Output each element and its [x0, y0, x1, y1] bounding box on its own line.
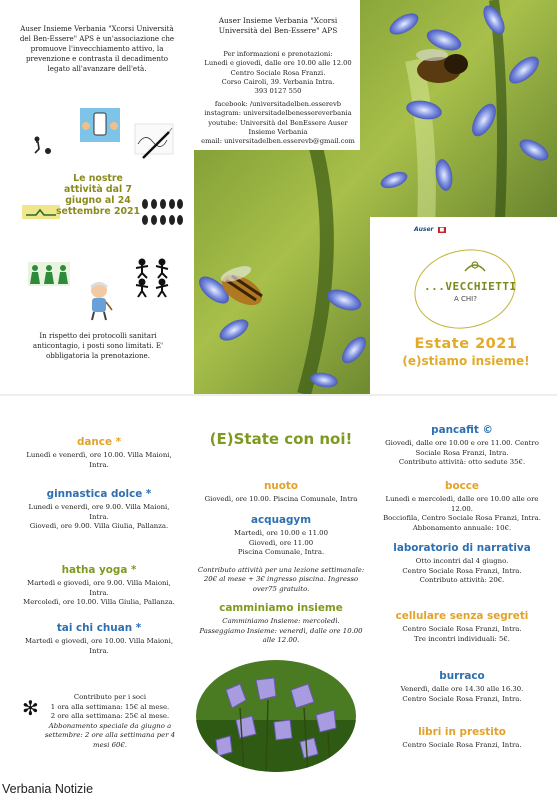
estate-subtitle: (e)stiamo insieme! [402, 354, 530, 368]
panel-intro [0, 0, 194, 394]
partner-logo-icon: ■ [439, 227, 445, 233]
activity-bocce [380, 480, 544, 533]
activity-text: Giovedì, ore 10.00. Piscina Comunale, Intra [204, 495, 358, 503]
phone-number: 393 0127 550 [254, 87, 302, 96]
activity-line: Tre incontri individuali: 5€. [414, 634, 510, 643]
activity-burraco [380, 670, 544, 704]
activity-title: nuoto [263, 480, 299, 492]
activity-acquagym [196, 514, 366, 595]
activity-line: Martedì, ore 10.00 e 11.00 [234, 529, 328, 537]
activity-text [380, 557, 544, 586]
contribution-line: 1 ora alla settimana: 15€ al mese. [50, 702, 170, 711]
info-contacts [200, 50, 356, 96]
panel-photo [194, 0, 557, 394]
activity-laboratorio [380, 542, 544, 586]
activity-text [18, 503, 180, 532]
instagram-link[interactable]: instagram: universitadelbenessereverbania [204, 109, 352, 118]
activity-line: Martedì e giovedì, ore 9.00. Villa Maioni, Intra. [27, 579, 171, 597]
info-social [200, 100, 356, 146]
section-heading [196, 430, 366, 449]
activity-text: Bocciofila, Centro Sociale Rosa Franzi, Intra. [383, 514, 541, 523]
campanula-flowers-image [196, 660, 356, 772]
activity-line: Passeggiamo Insieme: venerdì, dalle ore 10.00 alle 12.00. [199, 626, 363, 645]
notice-text: In rispetto dei protocolli sanitari anticontagio, i posti sono limitati. E' obbligatoria la prenotazione. [32, 331, 164, 360]
activity-title: pancafit © [431, 424, 493, 436]
contribution-line: 2 ore alla settimana: 25€ al mese. [50, 712, 170, 721]
activity-line: Lunedì e venerdì, ore 9.00. Villa Maioni, Intra. [28, 503, 170, 521]
activity-title: libri in prestito [418, 726, 506, 738]
activity-tai-chi [18, 622, 180, 656]
activity-text [196, 529, 366, 558]
info-line: Corso Cairoli, 39. Verbania Intra. [221, 77, 335, 86]
vecchietti-title: ...VECCHIETTI [424, 280, 517, 293]
activity-line: Camminiamo Insieme: mercoledì. [222, 617, 340, 625]
footprints-icon [140, 198, 184, 228]
contribution-title: Contributo per i soci [73, 693, 147, 701]
activity-text: Giovedì, dalle ore 10.00 e ore 11.00. Centro Sociale Rosa Franzi, Intra. [385, 439, 539, 457]
fold-divider [0, 394, 557, 396]
info-line: Per informazioni e prenotazioni: [223, 50, 333, 58]
activity-text: Lunedì e mercoledì, dalle ore 10.00 alle ore 12.00. [385, 495, 539, 513]
activity-line: Giovedì, ore 9.00. Villa Giulia, Pallanza. [29, 522, 169, 531]
activity-text [380, 685, 544, 704]
activity-ginnastica [18, 488, 180, 532]
flower-ornament-icon [463, 259, 487, 275]
org-logos [414, 226, 446, 233]
auser-logo: Auser [414, 226, 434, 233]
activity-text [18, 579, 180, 608]
activity-title: cellulare senza segreti [395, 610, 529, 622]
intro-text: Auser Insieme Verbania "Xcorsi Università del Ben-Essere" APS è un'associazione che promuove l'invecchiamento attivo, la prevenzione e contrasta il decadimento legato all'avanzare dell'età. [19, 24, 175, 73]
activity-cellulare [380, 610, 544, 644]
activity-title: laboratorio di narrativa [393, 542, 531, 554]
activity-note: Abbonamento annuale: 10€. [412, 523, 512, 532]
smartphone-people-icon [80, 108, 120, 142]
flowers-oval-photo [196, 660, 356, 772]
estate-title: Estate 2021 [414, 336, 518, 352]
info-org: Auser Insieme Verbania "Xcorsi Università del Ben-Essere" APS [218, 16, 338, 35]
activity-line: Venerdì, dalle ore 14.30 alle 16.30. [400, 685, 524, 693]
activity-line: Mercoledì, ore 10.00. Villa Giulia, Pallanza. [23, 598, 175, 607]
activity-line: Centro Sociale Rosa Franzi, Intra. [402, 694, 522, 703]
activity-text: Martedì e giovedì, ore 10.00. Villa Maioni, Intra. [24, 637, 174, 655]
activity-text [380, 625, 544, 644]
activity-note: Contributo attività: otto sedute 35€. [398, 458, 526, 467]
activity-line: Piscina Comunale, Intra. [237, 548, 325, 557]
activity-line: Centro Sociale Rosa Franzi, Intra. [402, 625, 522, 633]
group-dance-icon [28, 262, 70, 286]
email-link[interactable]: email: universitadelben.esserevb@gmail.com [201, 137, 355, 146]
watermark-text: Verbania Notizie [2, 782, 94, 796]
tai-chi-figures-icon [134, 258, 174, 298]
info-line: Lunedì e giovedì, dalle ore 10.00 alle 12.00 [204, 59, 352, 68]
contribution-line: Abbonamento speciale da giugno a settembre: 2 ore alla settimana per 4 mesi 60€. [44, 721, 176, 749]
activity-text [196, 617, 366, 646]
activity-title: ginnastica dolce * [46, 488, 152, 500]
activity-title: bocce [445, 480, 479, 492]
member-contribution [18, 693, 180, 751]
activity-note: Contributo attività per una lezione settimanale: 20€ al mese + 3€ ingresso piscina. Ingresso over75 gratuito. [197, 565, 365, 593]
asterisk-mark: ✻ [22, 696, 39, 720]
activity-nuoto [196, 480, 366, 505]
bowling-icon [32, 135, 54, 155]
activity-title: acquagym [250, 514, 312, 526]
activity-title: tai chi chuan * [56, 622, 142, 634]
logo-box [370, 217, 557, 394]
activity-text: Lunedì e venerdì, ore 10.00. Villa Maioni, Intra. [26, 451, 172, 469]
activity-hatha-yoga [18, 564, 180, 608]
activity-title: camminiamo insieme [219, 602, 343, 614]
activity-line: Otto incontri dal 4 giugno. [415, 557, 509, 565]
activity-title: burraco [439, 670, 485, 682]
activity-line: Contributo attività: 20€. [419, 576, 505, 585]
info-box [194, 0, 360, 150]
activity-text: Centro Sociale Rosa Franzi, Intra. [402, 741, 522, 749]
activities-title: Le nostre attività dal 7 giugno al 24 settembre 2021 [55, 173, 141, 217]
info-line: Centro Sociale Rosa Franzi. [230, 68, 326, 77]
activity-line: Giovedì, ore 11.00 [248, 538, 314, 547]
grandpa-cartoon-icon [84, 280, 114, 322]
vecchietti-subtitle: A CHI? [454, 295, 477, 303]
activity-title: dance * [76, 436, 122, 448]
activity-libri [380, 726, 544, 751]
activity-camminiamo [196, 602, 366, 646]
activity-pancafit [380, 424, 544, 468]
writing-pen-icon [133, 122, 175, 162]
facebook-link[interactable]: facebook: /universitadelben.esserevb [214, 100, 342, 108]
activity-title: hatha yoga * [61, 564, 137, 576]
activity-dance [18, 436, 180, 470]
youtube-link[interactable]: youtube: Università del BenEssere Auser Insieme Verbania [208, 118, 348, 136]
activity-line: Centro Sociale Rosa Franzi, Intra. [402, 566, 522, 575]
section-title: (E)State con noi! [209, 430, 353, 448]
